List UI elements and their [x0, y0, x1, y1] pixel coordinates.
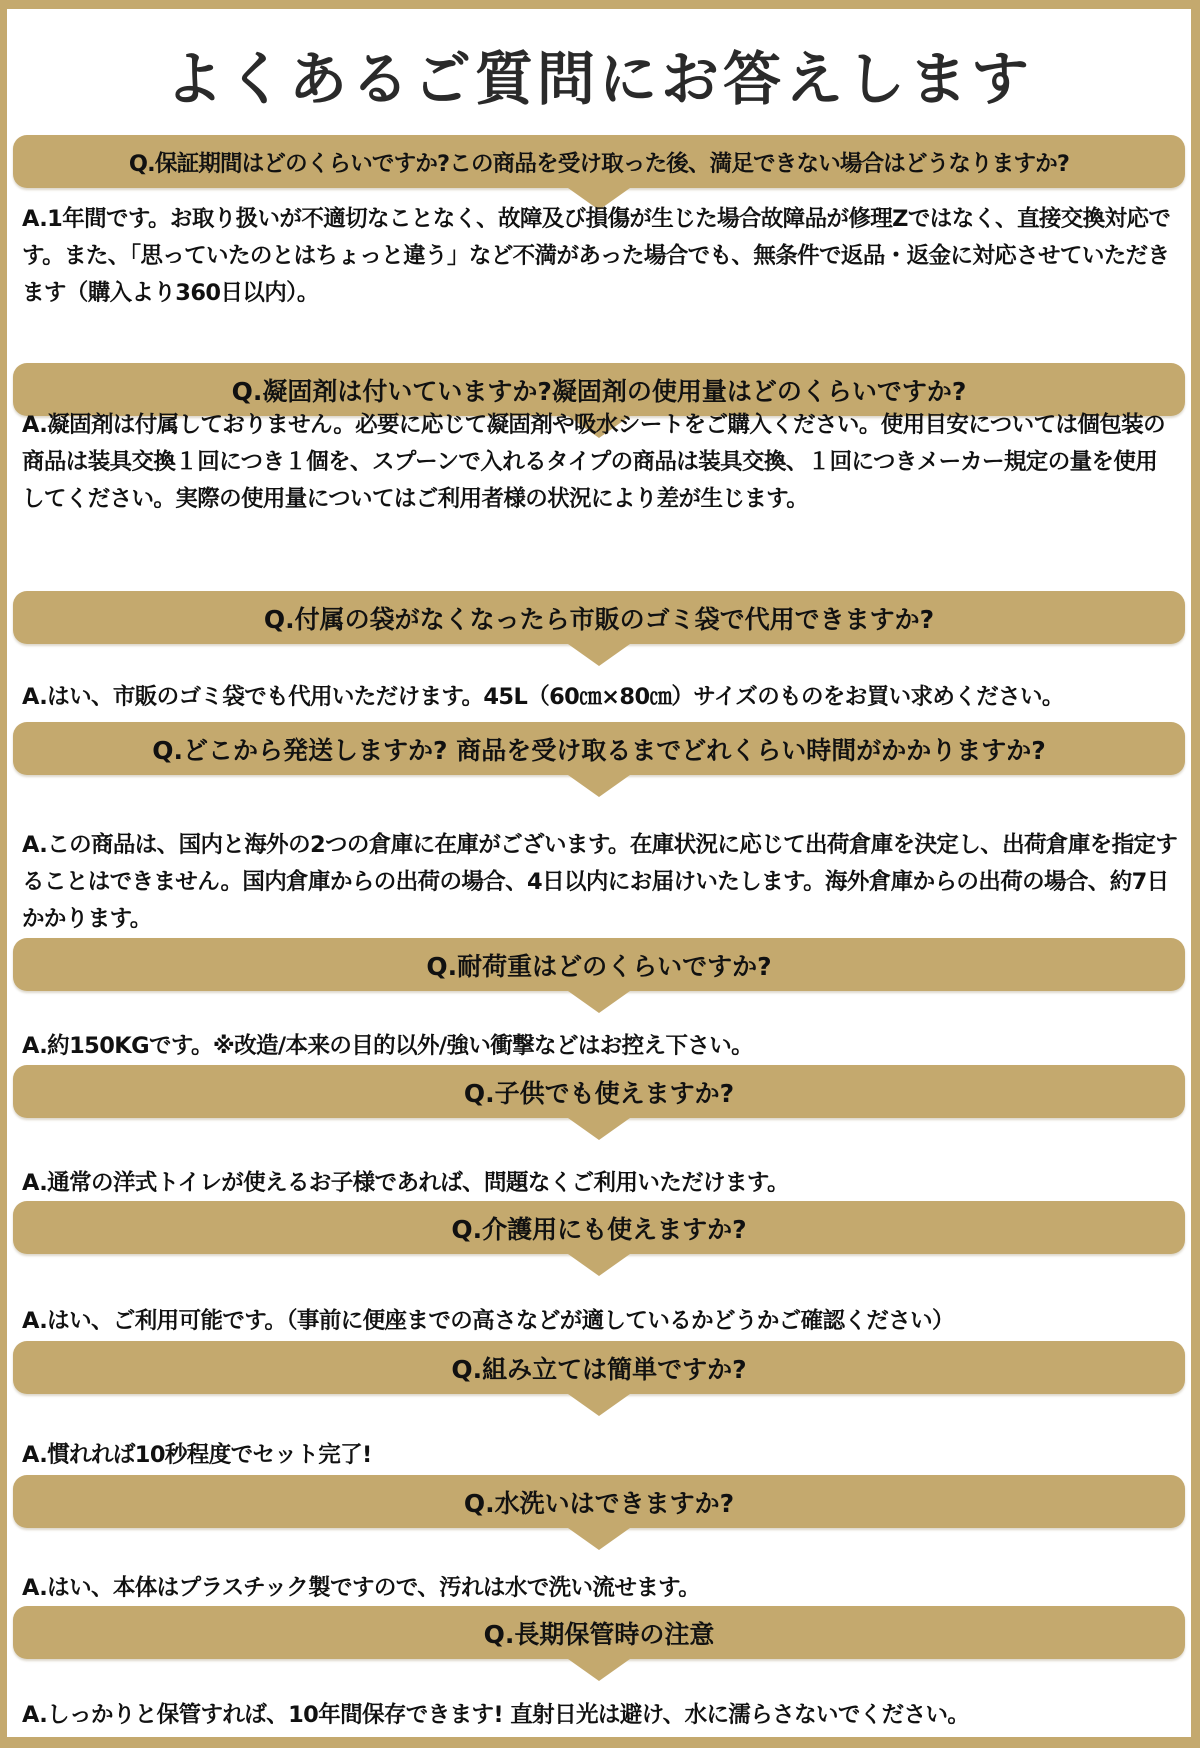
faq-question-9 [13, 1475, 1185, 1528]
faq-answer-2: A.凝固剤は付属しておりません。必要に応じて凝固剤や吸水シートをご購入ください。使用目安については個包装の商品は装具交換１回につき１個を、スプーンで入れるタイプの商品は装具交換、１回につきメーカー規定の量を使用してください。実際の使用量についてはご利用者様の状況により差が生じます。 [22, 412, 1165, 512]
faq-answer-3: A.はい、市販のゴミ袋でも代用いただけます。45L（60㎝×80㎝）サイズのものをお買い求めください。 [22, 684, 1064, 710]
pointer-triangle-icon [568, 1118, 630, 1140]
faq-question-1 [13, 135, 1185, 188]
question-text: Q.介護用にも使えますか? [451, 1214, 747, 1244]
question-text: Q.長期保管時の注意 [483, 1619, 715, 1649]
question-text: Q.水洗いはできますか? [463, 1488, 735, 1518]
pointer-triangle-icon [568, 991, 630, 1013]
question-text: Q.耐荷重はどのくらいですか? [426, 951, 772, 981]
faq-question-4 [13, 722, 1185, 775]
pointer-triangle-icon [568, 1659, 630, 1681]
faq-question-3 [13, 591, 1185, 644]
question-text: Q.どこから発送しますか? 商品を受け取るまでどれくらい時間がかかりますか? [152, 735, 1046, 765]
faq-question-5 [13, 938, 1185, 991]
faq-answer-7: A.はい、ご利用可能です。（事前に便座までの高さなどが適しているかどうかご確認ください） [22, 1308, 954, 1334]
faq-question-10 [13, 1606, 1185, 1659]
question-text: Q.付属の袋がなくなったら市販のゴミ袋で代用できますか? [263, 604, 935, 634]
pointer-triangle-icon [568, 644, 630, 666]
faq-panel [7, 9, 1191, 1737]
faq-answer-4: A.この商品は、国内と海外の2つの倉庫に在庫がございます。在庫状況に応じて出荷倉庫を決定し、出荷倉庫を指定することはできません。国内倉庫からの出荷の場合、4日以内にお届けいたします。海外倉庫からの出荷の場合、約7日かかります。 [22, 832, 1178, 932]
pointer-triangle-icon [568, 1394, 630, 1416]
question-text: Q.凝固剤は付いていますか?凝固剤の使用量はどのくらいですか? [231, 376, 967, 406]
faq-answer-10: A.しっかりと保管すれば、10年間保存できます! 直射日光は避け、水に濡らさないでください。 [22, 1702, 970, 1728]
pointer-triangle-icon [568, 1254, 630, 1276]
pointer-triangle-icon [568, 775, 630, 797]
faq-answer-1: A.1年間です。お取り扱いが不適切なことなく、故障及び損傷が生じた場合故障品が修理Zではなく、直接交換対応です。また、「思っていたのとはちょっと違う」など不満があった場合でも、無条件で返品・返金に対応させていただきます（購入より360日以内）。 [22, 206, 1171, 306]
faq-question-7 [13, 1201, 1185, 1254]
faq-answer-5: A.約150KGです。※改造/本来の目的以外/強い衝撃などはお控え下さい。 [22, 1033, 754, 1059]
pointer-triangle-icon [568, 1528, 630, 1550]
question-text: Q.組み立ては簡単ですか? [451, 1354, 747, 1384]
question-text: Q.子供でも使えますか? [463, 1078, 735, 1108]
faq-answer-9: A.はい、本体はプラスチック製ですので、汚れは水で洗い流せます。 [22, 1575, 701, 1601]
faq-answer-6: A.通常の洋式トイレが使えるお子様であれば、問題なくご利用いただけます。 [22, 1170, 789, 1196]
faq-question-8 [13, 1341, 1185, 1394]
faq-question-6 [13, 1065, 1185, 1118]
faq-answer-8: A.慣れれば10秒程度でセット完了! [22, 1442, 372, 1468]
question-text: Q.保証期間はどのくらいですか?この商品を受け取った後、満足できない場合はどうなりますか? [128, 150, 1070, 177]
page-title: よくあるご質問にお答えします [164, 45, 1033, 113]
